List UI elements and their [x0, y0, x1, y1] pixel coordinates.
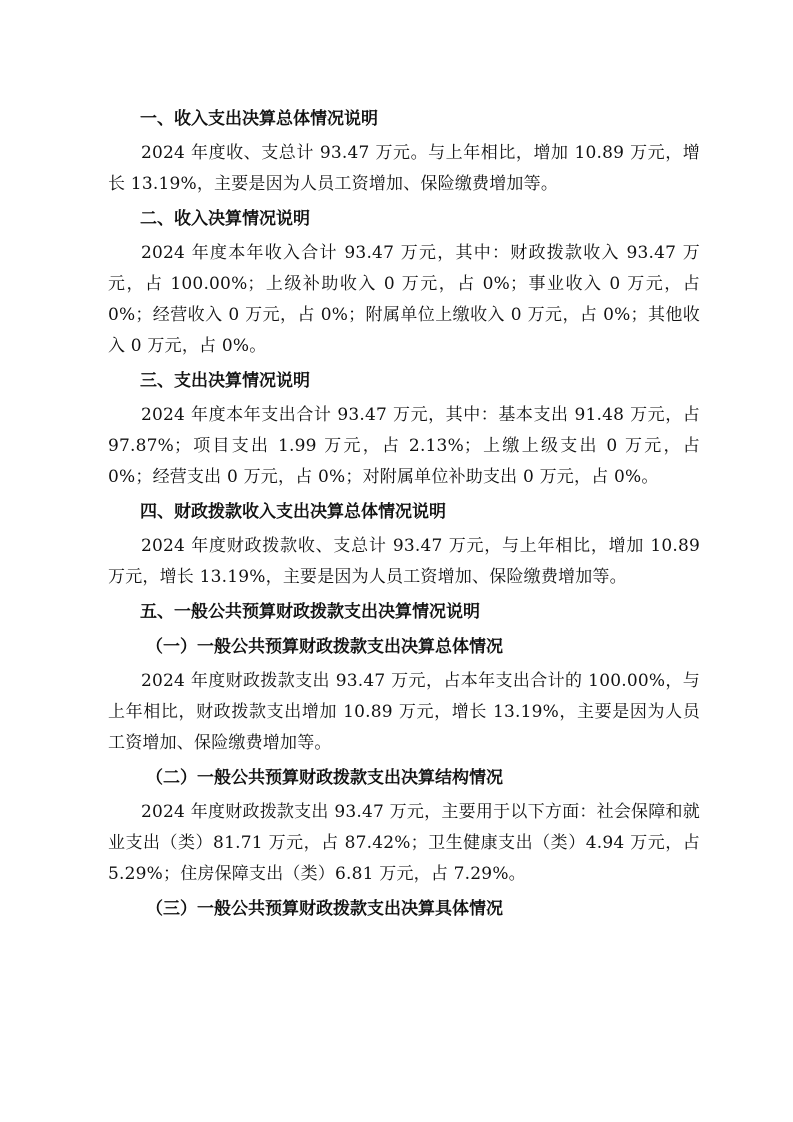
subsection-heading-2: （二）一般公共预算财政拨款支出决算结构情况 — [146, 768, 503, 788]
subsection-heading-1: （一）一般公共预算财政拨款支出决算总体情况 — [146, 637, 503, 657]
section-heading-2: 二、收入决算情况说明 — [140, 209, 310, 229]
section-paragraph-3: 2024 年度本年支出合计 93.47 万元，其中：基本支出 91.48 万元，占 97.87%；项目支出 1.99 万元，占 2.13%；上缴上级支出 0 万元，占 0%；经营支出 0 万元，占 0%；对附属单位补助支出 0 万元，占 0%。 — [108, 405, 700, 487]
document-body — [108, 104, 700, 925]
section-paragraph-4: 2024 年度财政拨款收、支总计 93.47 万元，与上年相比，增加 10.89 万元，增长 13.19%，主要是因为人员工资增加、保险缴费增加等。 — [108, 536, 700, 587]
subsection-paragraph-2: 2024 年度财政拨款支出 93.47 万元，主要用于以下方面：社会保障和就业支出（类）81.71 万元，占 87.42%；卫生健康支出（类）4.94 万元，占 5.29%；住房保障支出（类）6.81 万元，占 7.29%。 — [108, 802, 700, 884]
section-heading-3: 三、支出决算情况说明 — [140, 371, 310, 391]
subsection-heading-3: （三）一般公共预算财政拨款支出决算具体情况 — [146, 899, 503, 919]
section-heading-5: 五、一般公共预算财政拨款支出决算情况说明 — [140, 602, 480, 622]
subsection-paragraph-1: 2024 年度财政拨款支出 93.47 万元，占本年支出合计的 100.00%，与上年相比，财政拨款支出增加 10.89 万元，增长 13.19%，主要是因为人员工资增加、保险缴费增加等。 — [108, 671, 700, 753]
section-paragraph-1: 2024 年度收、支总计 93.47 万元。与上年相比，增加 10.89 万元，增长 13.19%，主要是因为人员工资增加、保险缴费增加等。 — [108, 143, 700, 194]
section-heading-4: 四、财政拨款收入支出决算总体情况说明 — [140, 502, 446, 522]
section-paragraph-2: 2024 年度本年收入合计 93.47 万元，其中：财政拨款收入 93.47 万元，占 100.00%；上级补助收入 0 万元，占 0%；事业收入 0 万元，占 0%；经营收入 0 万元，占 0%；附属单位上缴收入 0 万元，占 0%；其他收入 0 万元，占 0%。 — [108, 243, 700, 356]
section-heading-1: 一、收入支出决算总体情况说明 — [140, 109, 378, 129]
